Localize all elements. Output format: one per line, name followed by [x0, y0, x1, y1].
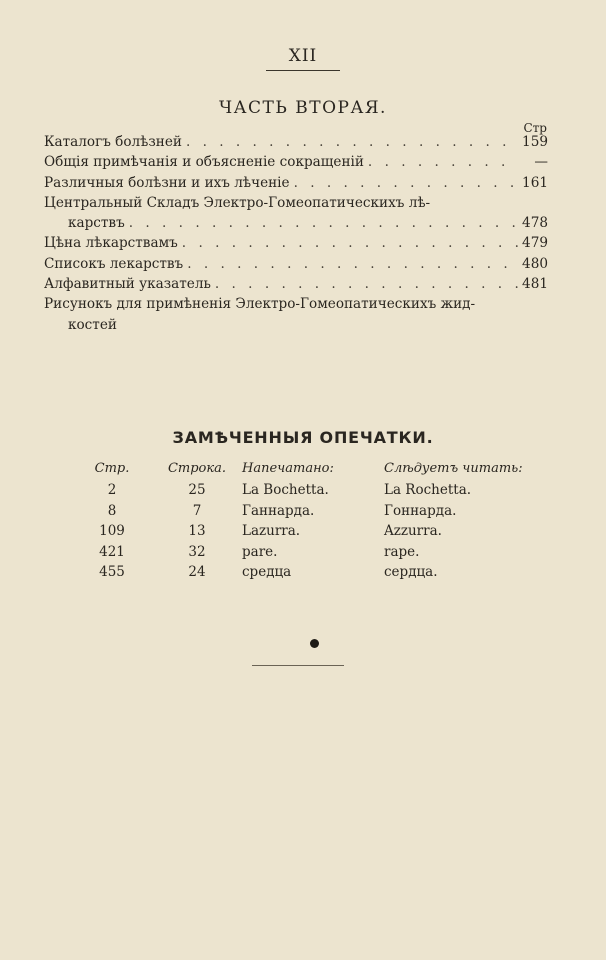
toc-entry-page: —: [534, 154, 548, 171]
errata-row: [72, 564, 544, 585]
errata-table: [72, 461, 544, 585]
toc-entry-continuation: [44, 317, 548, 337]
errata-page: 8: [107, 502, 117, 519]
toc-entry: [44, 276, 548, 296]
page-number: XII: [288, 46, 318, 66]
toc-entry-page: 480: [522, 255, 548, 272]
toc-entry-page: 479: [522, 235, 548, 252]
errata-correct: сердца.: [384, 564, 438, 580]
errata-printed: Lazurra.: [242, 523, 301, 539]
errata-title: ЗАМѢЧЕННЫЯ ОПЕЧАТКИ.: [172, 428, 434, 447]
errata-col-correct: Слѣдуетъ читать:: [384, 461, 523, 476]
errata-row: [72, 503, 544, 524]
errata-header-row: [72, 461, 544, 482]
toc-entry-title: Общія примѣчанія и объясненіе сокращеній: [44, 154, 364, 171]
errata-correct: Azzurra.: [384, 523, 442, 539]
toc-leader-dots: [186, 134, 518, 150]
header-rule: [266, 70, 340, 71]
errata-row: [72, 482, 544, 503]
errata-printed: средца: [242, 564, 292, 580]
errata-correct: Гоннарда.: [384, 502, 457, 519]
errata-correct: La Rochetta.: [384, 482, 472, 498]
end-rule: [252, 665, 344, 666]
errata-col-page: Стр.: [94, 461, 130, 476]
errata-line: 13: [188, 523, 206, 539]
errata-printed: pare.: [242, 543, 278, 560]
toc-entry: [44, 134, 548, 154]
errata-line: 32: [188, 543, 206, 560]
errata-col-line: Строка.: [167, 461, 227, 476]
errata-printed: Ганнарда.: [242, 502, 315, 519]
end-ornament-dot: [310, 639, 319, 648]
toc-entry-page: 478: [522, 215, 548, 232]
errata-page: 109: [99, 523, 125, 539]
toc-entry-title: Центральный Складъ Электро-Гомеопатическихъ лѣ-: [44, 194, 431, 211]
toc-entry: [44, 154, 548, 174]
section-title: ЧАСТЬ ВТОРАЯ.: [219, 98, 387, 118]
toc-entry: [44, 296, 548, 316]
toc-entry-title: Цѣна лѣкарствамъ: [44, 235, 178, 252]
toc-entry-title: Списокъ лекарствъ: [44, 255, 184, 272]
toc-entry: [44, 175, 548, 195]
toc-entry: [44, 195, 548, 215]
errata-line: 7: [192, 502, 202, 519]
toc-leader-dots: [215, 276, 518, 292]
toc-entry-page: 159: [522, 134, 548, 150]
toc-entry-title: Алфавитный указатель: [44, 276, 211, 293]
errata-correct: rape.: [384, 543, 420, 560]
toc-leader-dots: [294, 175, 518, 191]
toc-leader-dots: [368, 154, 518, 170]
toc-leader-dots: [129, 215, 518, 231]
errata-line: 25: [188, 482, 206, 498]
errata-page: 421: [99, 543, 125, 560]
toc-entry-title: Каталогъ болѣзней: [44, 134, 182, 150]
toc-entry: [44, 235, 548, 255]
errata-row: [72, 544, 544, 565]
toc-leader-dots: [187, 256, 518, 272]
errata-row: [72, 523, 544, 544]
toc-entry-title: Рисунокъ для примѣненія Электро-Гомеопатическихъ жид-: [44, 296, 476, 313]
errata-line: 24: [188, 564, 206, 580]
table-of-contents: [44, 134, 548, 337]
toc-entry-page: 161: [522, 174, 548, 191]
toc-entry-title-cont: костей: [68, 316, 117, 333]
toc-entry-continuation: [44, 215, 548, 235]
errata-page: 2: [107, 482, 117, 498]
page-column-label: Стр: [523, 121, 547, 135]
toc-entry-page: 481: [522, 276, 548, 293]
toc-entry-title-cont: карствъ: [68, 215, 125, 232]
toc-leader-dots: [182, 235, 518, 251]
toc-entry: [44, 256, 548, 276]
errata-page: 455: [99, 564, 125, 580]
toc-entry-title: Различныя болѣзни и ихъ лѣченіе: [44, 174, 290, 191]
errata-col-printed: Напечатано:: [242, 461, 334, 476]
errata-printed: La Bochetta.: [242, 482, 329, 498]
